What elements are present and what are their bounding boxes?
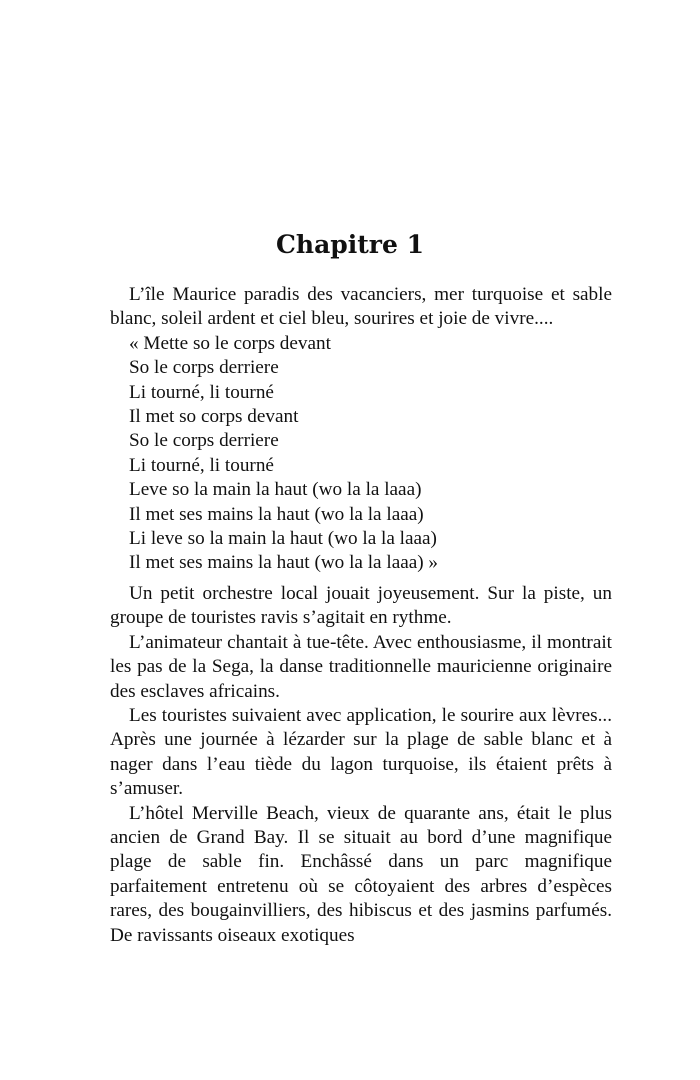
song-lyrics: [110, 332, 612, 576]
paragraph-tourists: Les touristes suivaient avec application, le sourire aux lèvres... Après une journée à lézarder sur la plage de sable blanc et à nager dans l’eau tiède du lagon turquoise, ils étaient prêts à s’amuser.: [110, 704, 612, 800]
song-line: Leve so la main la haut (wo la la laaa): [129, 479, 422, 501]
intro-paragraph: L’île Maurice paradis des vacanciers, mer turquoise et sable blanc, soleil ardent et ciel bleu, sourires et joie de vivre....: [110, 284, 612, 330]
chapter-text: [110, 283, 612, 948]
paragraph-hotel: L’hôtel Merville Beach, vieux de quarante ans, était le plus ancien de Grand Bay. Il se situait au bord d’une magnifique plage de sable fin. Enchâssé dans un parc magnifique parfaitement entretenu où se côtoyaient des arbres d’espèces rares, des bougainvilliers, des hibiscus et des jasmins parfumés. De ravissants oiseaux exotiques: [110, 802, 612, 946]
song-line: « Mette so le corps devant: [129, 332, 331, 354]
song-line: Li tourné, li tourné: [129, 381, 274, 403]
song-line: So le corps derriere: [129, 430, 279, 452]
song-line: Il met so corps devant: [129, 406, 299, 428]
song-line: Li leve so la main la haut (wo la la laaa): [129, 528, 437, 550]
paragraph-animator: L’animateur chantait à tue-tête. Avec enthousiasme, il montrait les pas de la Sega, la danse traditionnelle mauricienne originaire des esclaves africains.: [110, 631, 612, 702]
song-line: Li tourné, li tourné: [129, 454, 274, 476]
chapter-title: Chapitre 1: [276, 229, 424, 259]
paragraph-orchestra: Un petit orchestre local jouait joyeusement. Sur la piste, un groupe de touristes ravis s’agitait en rythme.: [110, 582, 612, 629]
song-line: Il met ses mains la haut (wo la la laaa): [129, 503, 424, 525]
song-line: Il met ses mains la haut (wo la la laaa) »: [129, 552, 439, 574]
song-line: So le corps derriere: [129, 357, 279, 379]
